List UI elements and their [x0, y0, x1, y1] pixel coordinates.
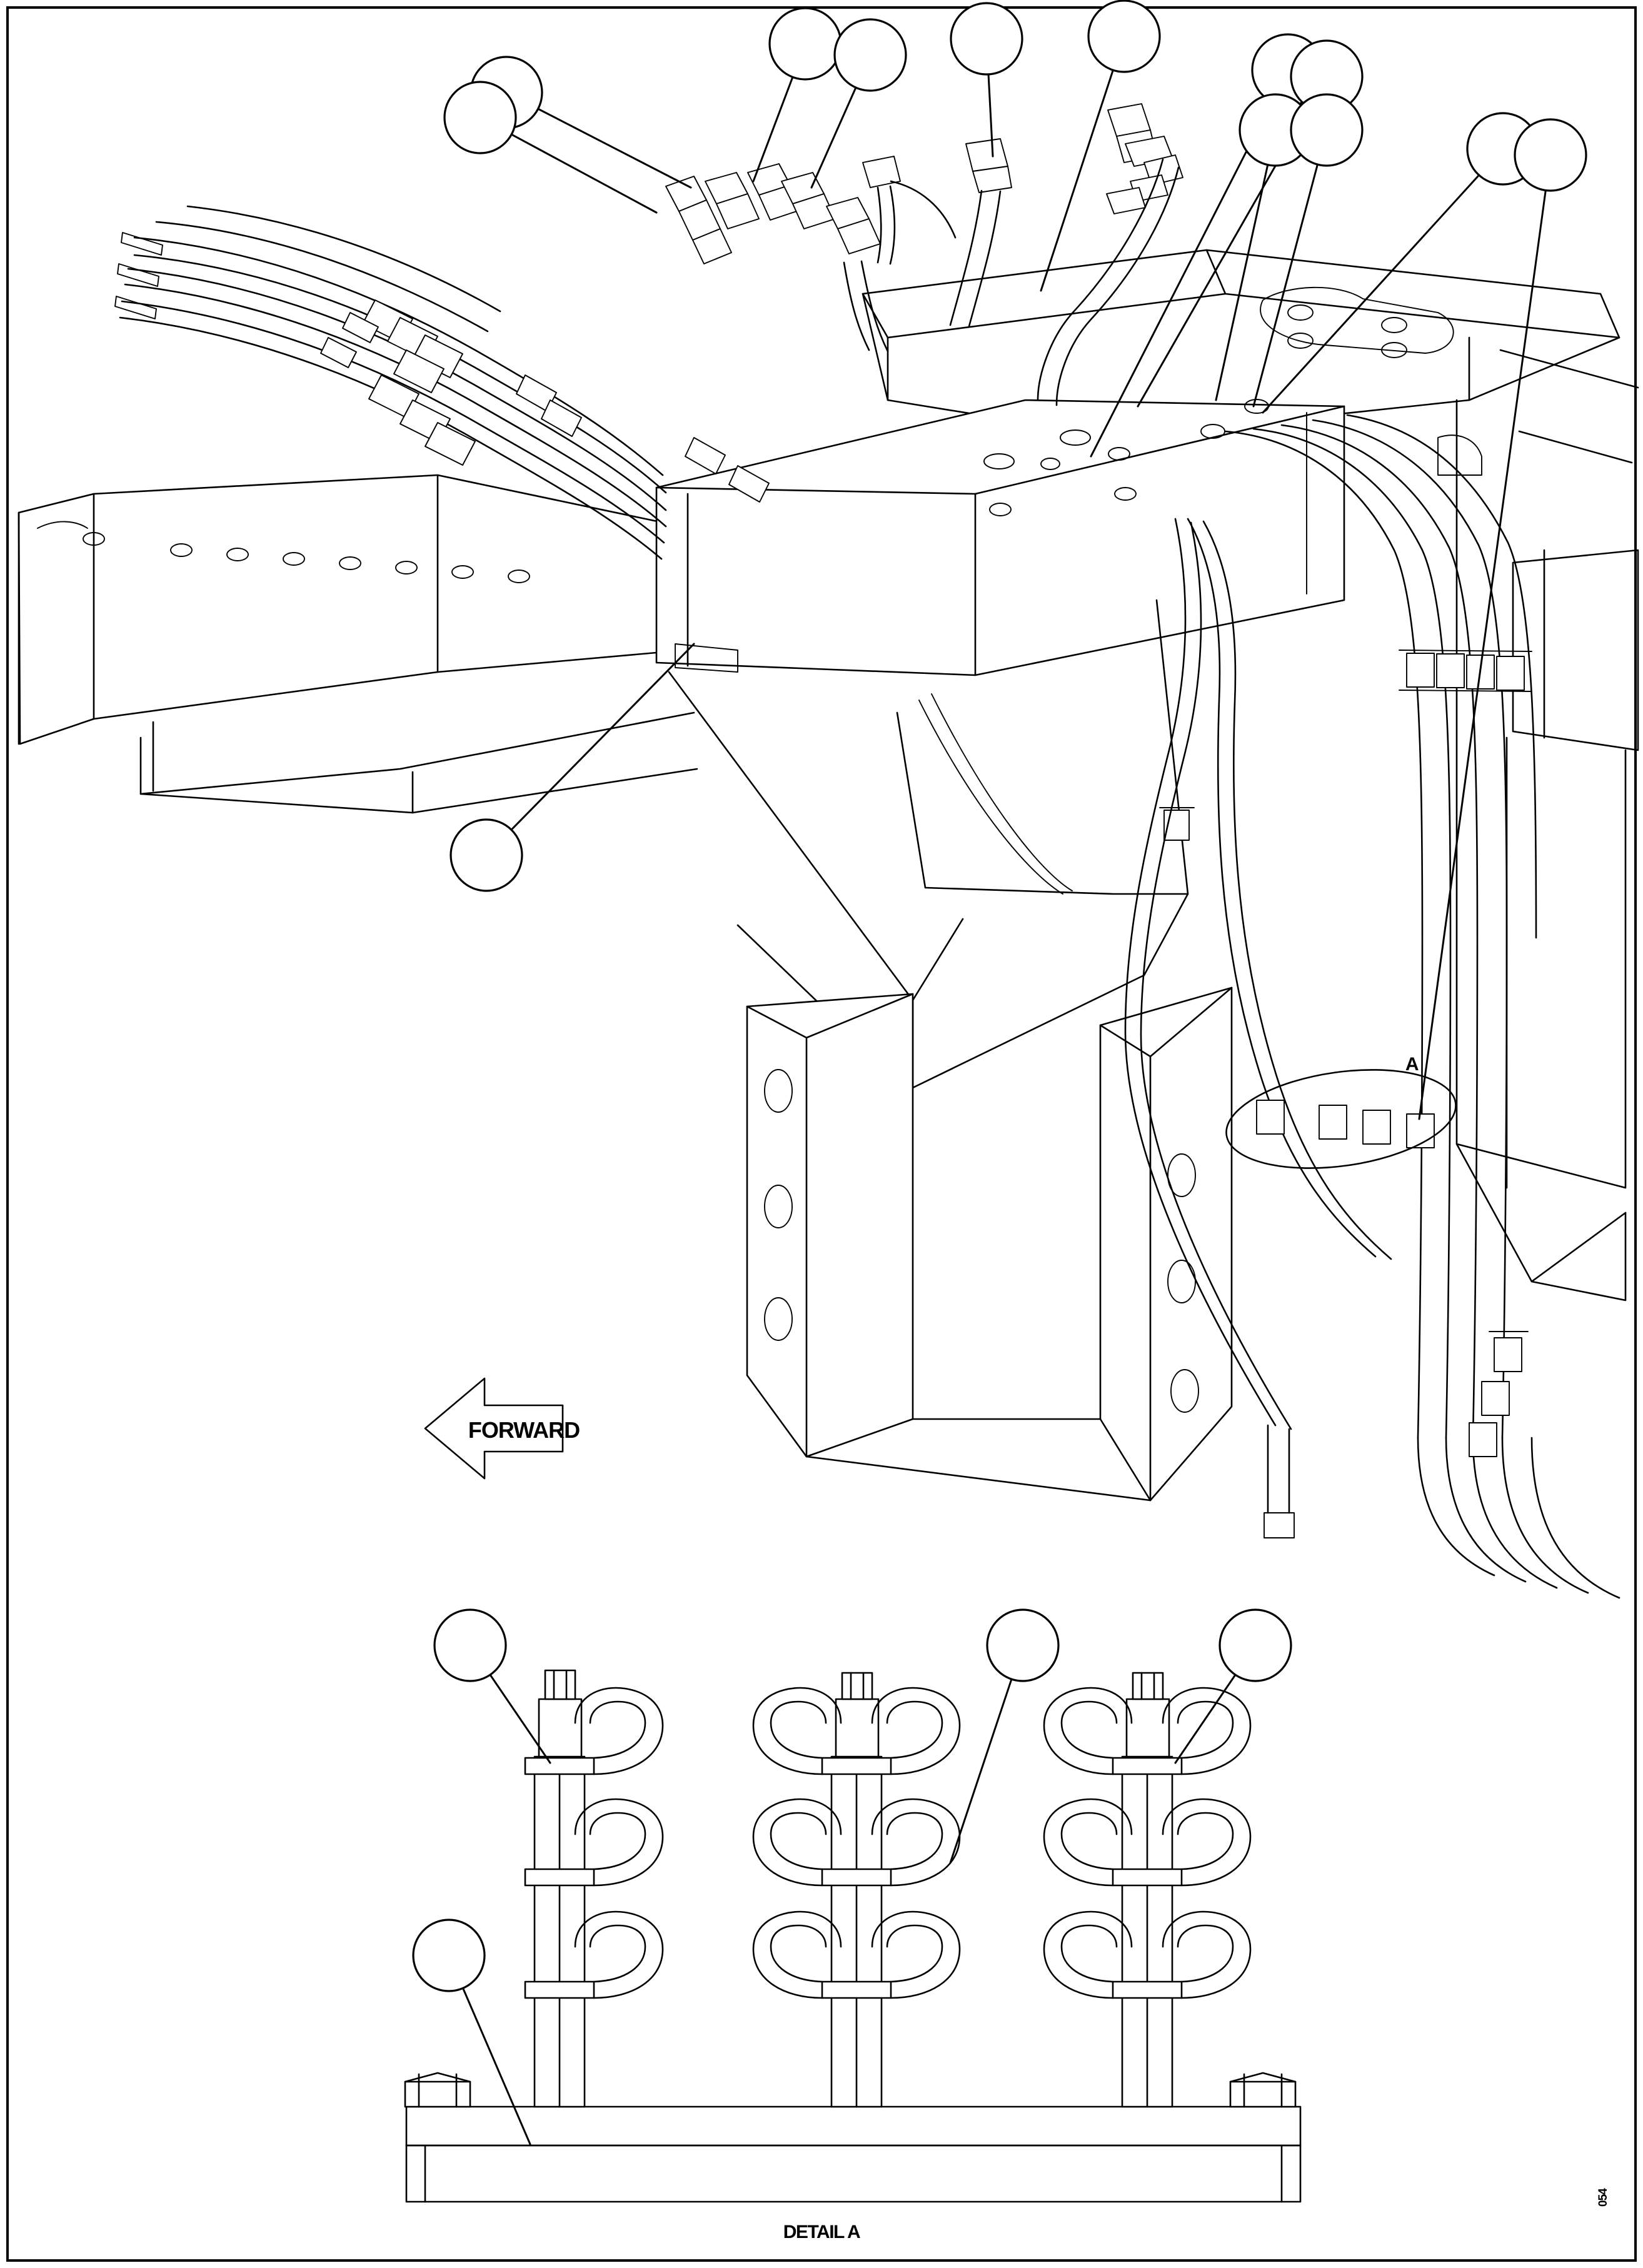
balloon-leader-main-9 [1254, 164, 1317, 406]
balloon-leader-main-13 [511, 134, 656, 213]
balloon-callout-detail-3[interactable] [1220, 1610, 1291, 1681]
balloon-leader-main-1 [538, 109, 691, 188]
balloon-callout-main-9[interactable] [1291, 94, 1362, 166]
forward-arrow-label: FORWARD [468, 1417, 580, 1443]
balloon-leader-main-12 [511, 644, 694, 830]
balloon-callout-detail-2[interactable] [987, 1610, 1058, 1681]
detail-base-bolt-left [405, 2073, 470, 2107]
corner-code: 054 [1597, 2189, 1610, 2207]
detail-a-marker: A [1405, 1054, 1419, 1075]
balloon-callout-main-13[interactable] [445, 82, 516, 153]
balloon-callout-detail-4[interactable] [413, 1920, 485, 1991]
detail-clamp-stack-3 [1044, 1673, 1250, 2107]
hose-clamp-bank-upper [1399, 650, 1532, 691]
forward-direction-arrow [425, 1378, 580, 1478]
hose-clamp-bank-lower [1257, 1100, 1434, 1148]
detail-a-caption: DETAIL A [783, 2222, 860, 2242]
balloon-callout-main-11[interactable] [1515, 119, 1586, 191]
detail-base-bolt-right [1230, 2073, 1295, 2107]
left-frame-rail [19, 475, 697, 813]
detail-a-view [405, 1670, 1300, 2242]
hose-clamp-bank-bottom [1469, 1332, 1528, 1457]
detail-base-plate [406, 2107, 1300, 2202]
balloon-leader-detail-2 [950, 1679, 1012, 1863]
detail-clamp-stack-2 [753, 1673, 960, 2107]
balloon-callout-detail-1[interactable] [435, 1610, 506, 1681]
balloon-callout-main-12[interactable] [451, 820, 522, 891]
balloon-leader-main-5 [1041, 70, 1113, 291]
hose-ferrule-group [363, 300, 475, 465]
balloon-leader-main-3 [811, 88, 856, 188]
hydraulic-manifold-box [656, 399, 1344, 675]
support-bracket [669, 600, 1232, 1500]
right-side-wall [1438, 400, 1638, 1300]
balloon-callout-main-4[interactable] [951, 3, 1022, 74]
balloon-callout-main-2[interactable] [770, 8, 841, 79]
balloon-leader-main-10 [1263, 175, 1479, 413]
balloon-callout-main-5[interactable] [1088, 1, 1160, 72]
manifold-fittings-cluster [666, 104, 1183, 405]
balloon-leader-main-8 [1216, 165, 1268, 400]
main-isometric-view [19, 104, 1638, 1598]
balloon-callout-main-3[interactable] [835, 19, 906, 91]
detail-clamp-stack-1 [525, 1670, 663, 2107]
